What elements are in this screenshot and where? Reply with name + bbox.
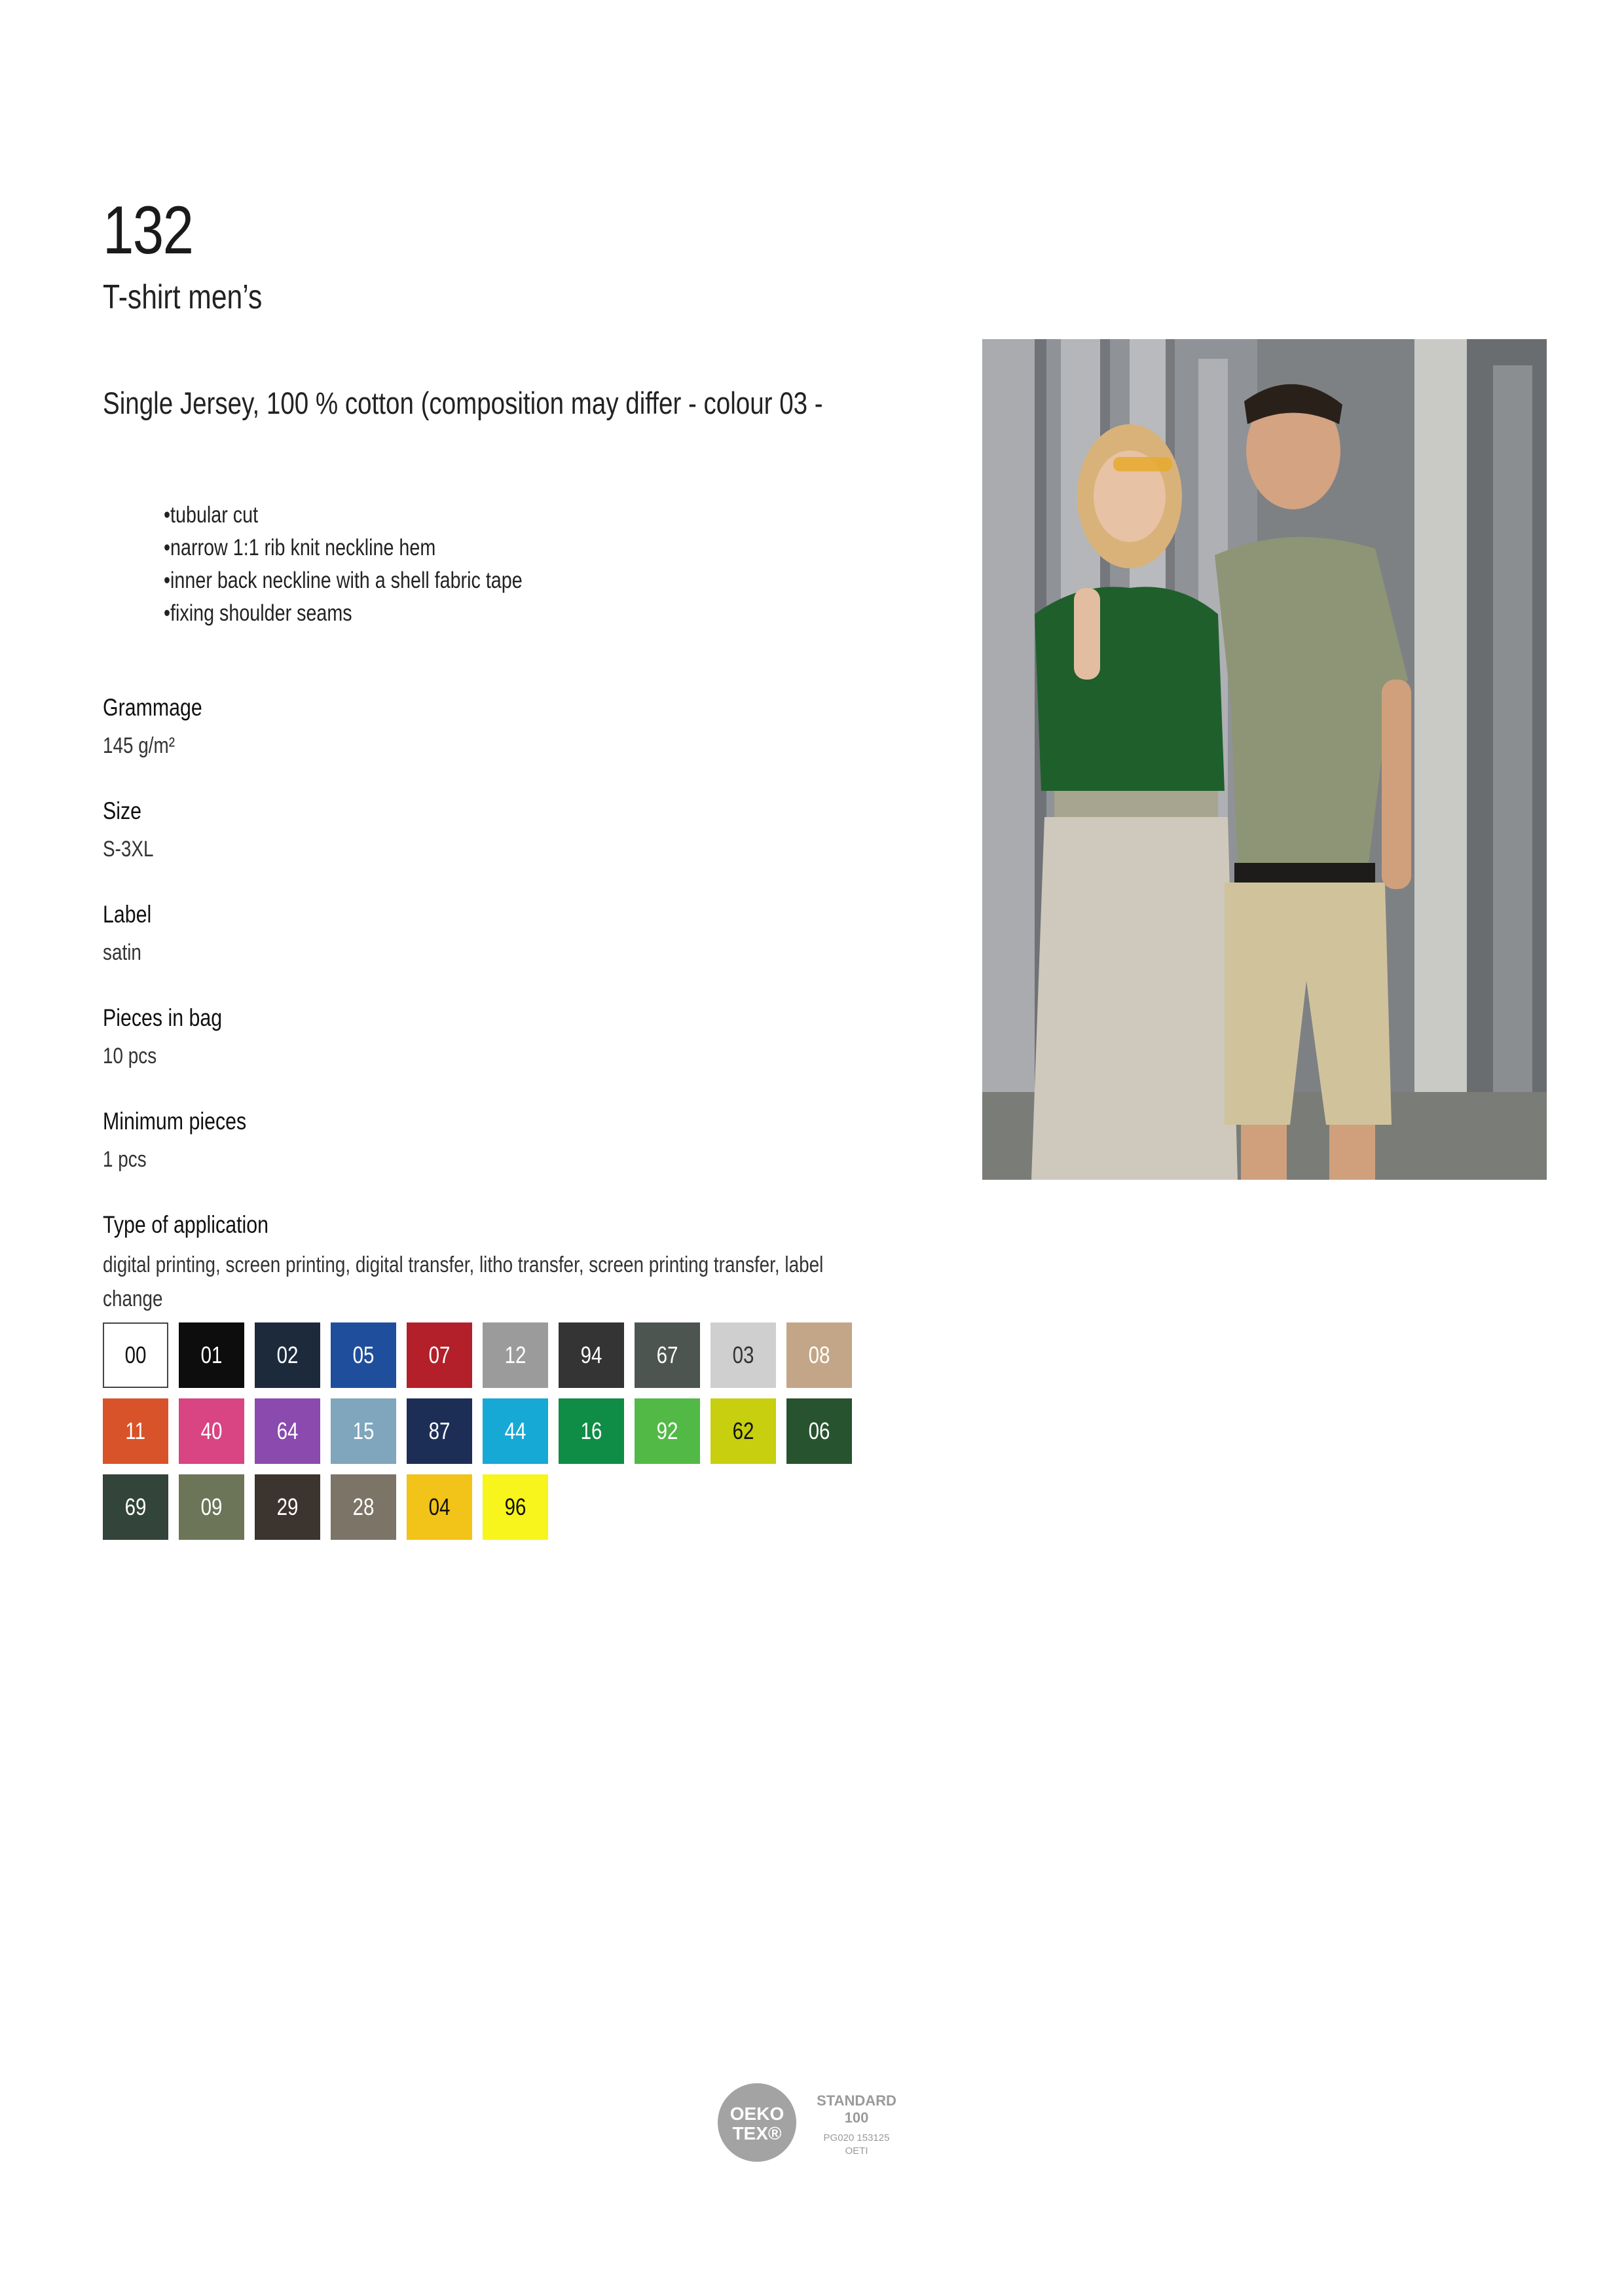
colour-swatch-62[interactable] bbox=[710, 1398, 776, 1464]
colour-code: 02 bbox=[276, 1341, 299, 1368]
colour-swatch-69[interactable] bbox=[103, 1474, 168, 1540]
colour-code: 09 bbox=[200, 1493, 223, 1520]
feature-list bbox=[164, 499, 523, 630]
size-value: S-3XL bbox=[103, 837, 154, 862]
colour-code: 03 bbox=[732, 1341, 754, 1368]
institute-name: OETI bbox=[845, 2145, 868, 2157]
feature-item: • fixing shoulder seams bbox=[164, 597, 523, 630]
colour-code: 67 bbox=[656, 1341, 678, 1368]
colour-code: 92 bbox=[656, 1417, 678, 1444]
colour-swatch-02[interactable] bbox=[255, 1322, 320, 1388]
material-description: Single Jersey, 100 % cotton (composition may differ - colour 03 - bbox=[103, 386, 823, 420]
colour-code: 44 bbox=[504, 1417, 526, 1444]
colour-code: 11 bbox=[125, 1417, 146, 1444]
feature-item: • tubular cut bbox=[164, 499, 523, 532]
colour-swatch-44[interactable] bbox=[483, 1398, 548, 1464]
colour-swatch-07[interactable] bbox=[407, 1322, 472, 1388]
colour-swatch-06[interactable] bbox=[786, 1398, 852, 1464]
label-type-value: satin bbox=[103, 940, 141, 965]
pieces-in-bag-value: 10 pcs bbox=[103, 1044, 157, 1068]
size-label: Size bbox=[103, 797, 142, 824]
colour-code: 07 bbox=[428, 1341, 451, 1368]
colour-swatch-03[interactable] bbox=[710, 1322, 776, 1388]
application-label: Type of application bbox=[103, 1211, 269, 1238]
oeko-logo-line-1: OEKO bbox=[729, 2104, 784, 2124]
colour-swatch-28[interactable] bbox=[331, 1474, 396, 1540]
colour-code: 62 bbox=[732, 1417, 754, 1444]
oeko-tex-logo bbox=[718, 2077, 914, 2168]
colour-code: 94 bbox=[580, 1341, 602, 1368]
colour-code: 64 bbox=[276, 1417, 299, 1444]
grammage-value: 145 g/m² bbox=[103, 733, 175, 758]
oeko-logo-line-2: TEX® bbox=[732, 2123, 782, 2143]
colour-code: 06 bbox=[808, 1417, 830, 1444]
models-illustration bbox=[982, 339, 1547, 1180]
colour-code: 29 bbox=[276, 1493, 299, 1520]
colour-swatch-15[interactable] bbox=[331, 1398, 396, 1464]
colour-swatch-grid bbox=[103, 1322, 862, 1545]
minimum-pieces-label: Minimum pieces bbox=[103, 1108, 247, 1135]
colour-code: 28 bbox=[352, 1493, 375, 1520]
colour-swatch-96[interactable] bbox=[483, 1474, 548, 1540]
product-name: T-shirt men’s bbox=[103, 278, 263, 316]
colour-code: 04 bbox=[428, 1493, 451, 1520]
application-value: digital printing, screen printing, digital transfer, litho transfer, screen printing transfer, label change bbox=[103, 1252, 824, 1311]
oeko-tex-certification bbox=[718, 2077, 914, 2168]
colour-swatch-40[interactable] bbox=[179, 1398, 244, 1464]
colour-code: 96 bbox=[504, 1493, 526, 1520]
colour-swatch-29[interactable] bbox=[255, 1474, 320, 1540]
colour-code: 05 bbox=[352, 1341, 375, 1368]
certificate-id: PG020 153125 bbox=[823, 2132, 890, 2143]
standard-number: 100 bbox=[844, 2109, 869, 2126]
colour-code: 01 bbox=[200, 1341, 223, 1368]
colour-swatch-08[interactable] bbox=[786, 1322, 852, 1388]
colour-swatch-09[interactable] bbox=[179, 1474, 244, 1540]
colour-swatch-16[interactable] bbox=[559, 1398, 624, 1464]
pieces-in-bag-label: Pieces in bag bbox=[103, 1004, 223, 1031]
colour-code: 87 bbox=[428, 1417, 451, 1444]
colour-code: 08 bbox=[808, 1341, 830, 1368]
product-photo bbox=[982, 339, 1547, 1180]
colour-swatch-67[interactable] bbox=[635, 1322, 700, 1388]
grammage-label: Grammage bbox=[103, 694, 202, 721]
feature-item: • narrow 1:1 rib knit neckline hem bbox=[164, 532, 523, 564]
colour-swatch-01[interactable] bbox=[179, 1322, 244, 1388]
colour-code: 00 bbox=[124, 1341, 147, 1368]
colour-swatch-04[interactable] bbox=[407, 1474, 472, 1540]
colour-code: 15 bbox=[352, 1417, 375, 1444]
colour-code: 12 bbox=[504, 1341, 526, 1368]
colour-swatch-94[interactable] bbox=[559, 1322, 624, 1388]
colour-code: 40 bbox=[200, 1417, 223, 1444]
feature-item: • inner back neckline with a shell fabric tape bbox=[164, 564, 523, 597]
colour-code: 16 bbox=[580, 1417, 602, 1444]
colour-swatch-64[interactable] bbox=[255, 1398, 320, 1464]
colour-swatch-05[interactable] bbox=[331, 1322, 396, 1388]
colour-swatch-87[interactable] bbox=[407, 1398, 472, 1464]
colour-code: 69 bbox=[124, 1493, 147, 1520]
product-code: 132 bbox=[103, 192, 193, 268]
standard-text: STANDARD bbox=[817, 2092, 896, 2109]
minimum-pieces-value: 1 pcs bbox=[103, 1147, 147, 1172]
label-type-label: Label bbox=[103, 901, 152, 928]
colour-swatch-12[interactable] bbox=[483, 1322, 548, 1388]
colour-swatch-11[interactable] bbox=[103, 1398, 168, 1464]
colour-swatch-00[interactable] bbox=[103, 1322, 168, 1388]
colour-swatch-92[interactable] bbox=[635, 1398, 700, 1464]
